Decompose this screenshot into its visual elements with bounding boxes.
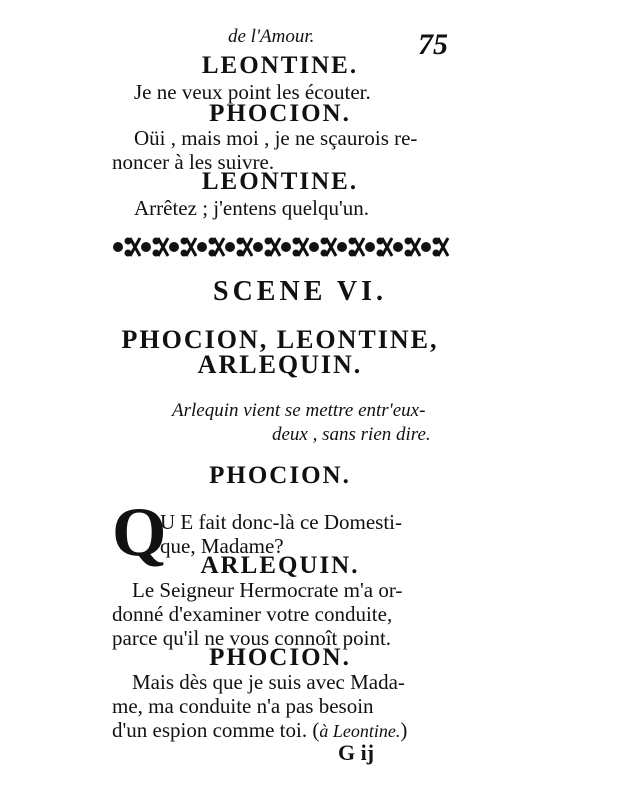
page-number: 75 — [418, 28, 448, 61]
speaker-phocion-1: PHOCION. — [209, 100, 351, 127]
speaker-phocion-2: PHOCION. — [209, 462, 351, 489]
dialogue-line: Oüi , mais moi , je ne sçaurois re- — [134, 126, 418, 150]
speaker-leontine-2: LEONTINE. — [201, 168, 359, 195]
speaker-phocion-3: PHOCION. — [209, 644, 351, 671]
dialogue-text: ) — [400, 718, 408, 742]
aside-direction: à Leontine. — [319, 721, 401, 741]
scene-title: SCENE VI. — [213, 276, 387, 307]
dialogue-line: donné d'examiner votre conduite, — [112, 602, 393, 626]
dialogue-line: Mais dès que je suis avec Mada- — [132, 670, 405, 694]
stage-direction: Arlequin vient se mettre entr'eux- — [172, 400, 426, 421]
dialogue-line: U E fait donc-là ce Domesti- — [160, 510, 402, 534]
running-head: de l'Amour. — [228, 26, 315, 47]
signature-mark: G ij — [338, 740, 375, 765]
stage-direction: deux , sans rien dire. — [272, 424, 431, 445]
ornament-divider — [112, 232, 452, 262]
dialogue-line: noncer à les suivre. — [112, 150, 275, 174]
dialogue-line: que, Madame? — [160, 534, 284, 558]
cast-list: PHOCION, LEONTINE, — [121, 325, 439, 354]
dialogue-line: parce qu'il ne vous connoît point. — [112, 626, 392, 650]
speaker-leontine-1: LEONTINE. — [201, 52, 359, 79]
drop-capital: Q — [112, 494, 167, 571]
dialogue-line: me, ma conduite n'a pas besoin — [112, 694, 374, 718]
dialogue-line: Le Seigneur Hermocrate m'a or- — [132, 578, 403, 602]
dialogue-line: Arrêtez ; j'entens quelqu'un. — [134, 196, 369, 220]
speaker-arlequin: ARLEQUIN. — [200, 552, 360, 579]
dialogue-text: d'un espion comme toi. ( — [112, 718, 320, 742]
cast-list: ARLEQUIN. — [197, 350, 363, 379]
dialogue-line: Je ne veux point les écouter. — [134, 80, 371, 104]
